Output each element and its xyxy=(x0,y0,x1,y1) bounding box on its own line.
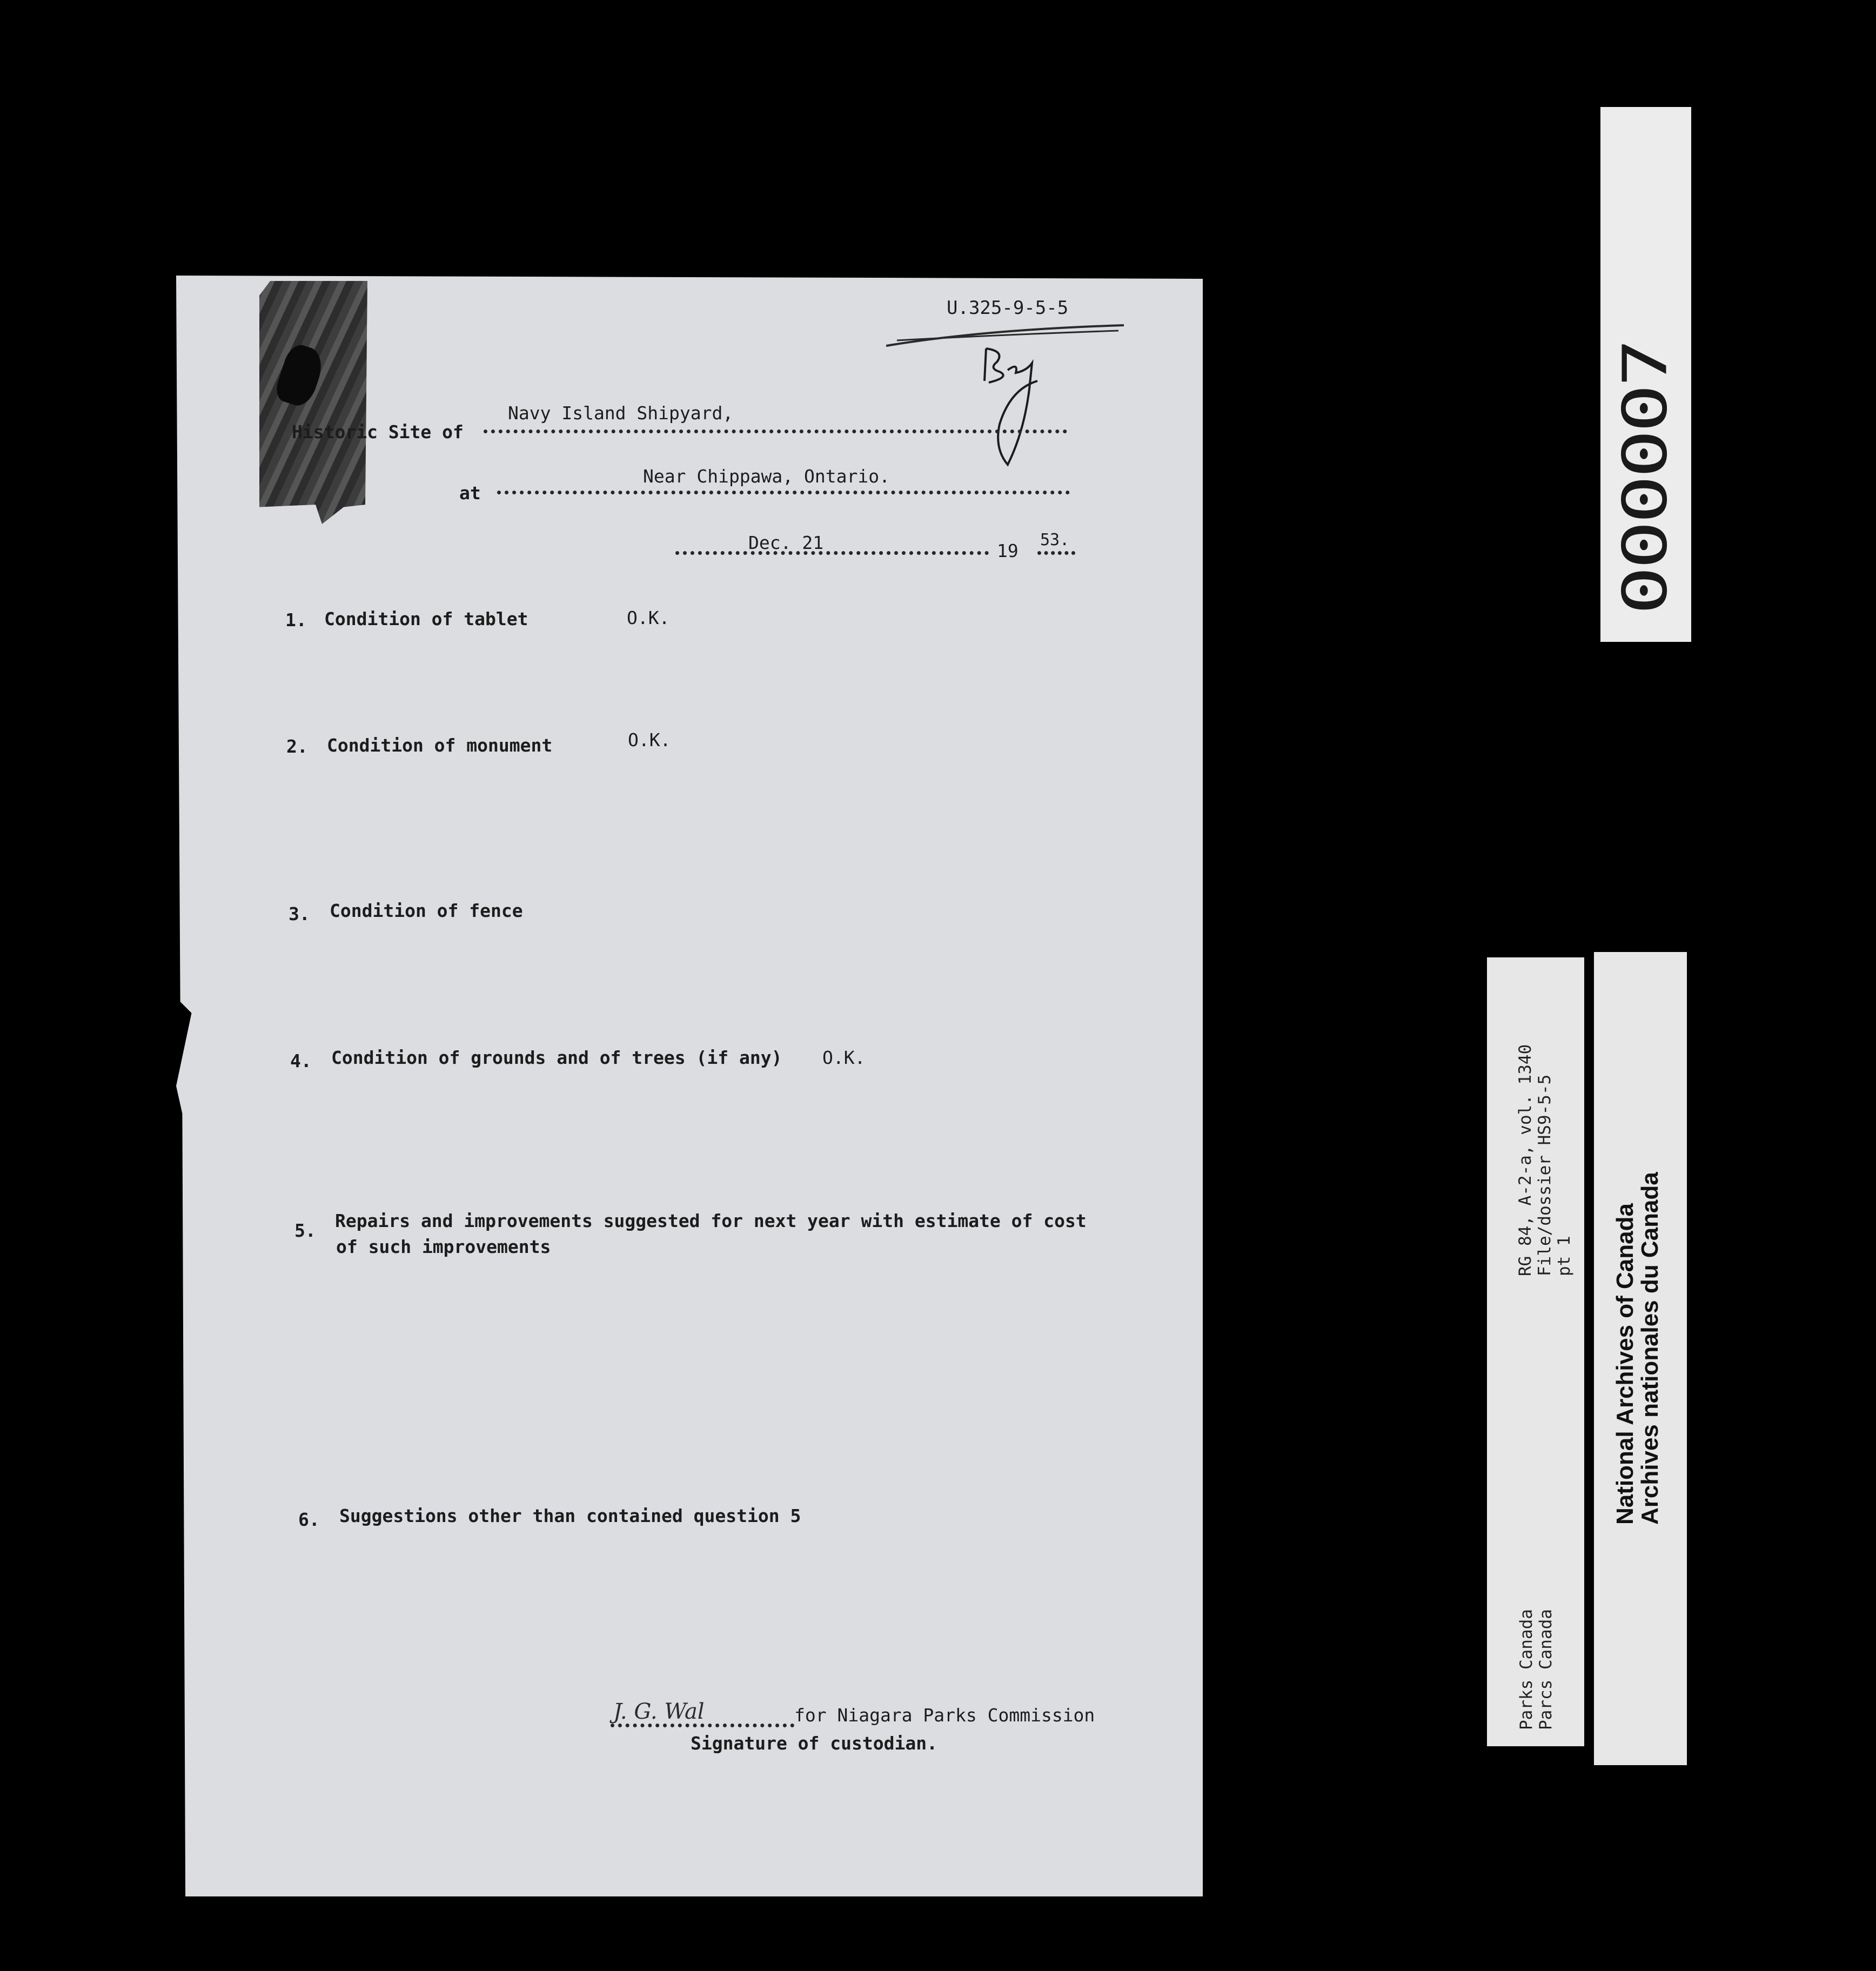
item-label: Condition of monument xyxy=(327,735,553,756)
agency-french: Parcs Canada xyxy=(1536,1609,1556,1730)
item-value: O.K. xyxy=(822,1047,866,1068)
tape-strip xyxy=(259,281,367,524)
reference-line-2: File/dossier HS9-5-5 xyxy=(1535,1074,1555,1276)
archives-english: National Archives of Canada xyxy=(1612,1203,1638,1525)
item-label: Repairs and improvements suggested for next year with estimate of cost xyxy=(335,1210,1087,1231)
date-value: Dec. 21 xyxy=(748,532,824,553)
national-archives-label xyxy=(1594,952,1687,1765)
item-number: 2. xyxy=(286,736,308,757)
frame-number: 000007 xyxy=(1610,341,1681,615)
reference-line-1: RG 84, A-2-a, vol. 1340 xyxy=(1516,1044,1535,1276)
archive-reference-label xyxy=(1487,957,1584,1746)
year-suffix: 53. xyxy=(1040,531,1070,549)
year-dotted-line xyxy=(1037,551,1075,555)
item-number: 6. xyxy=(298,1509,320,1530)
site-label: Historic Site of xyxy=(292,421,464,443)
item-number: 1. xyxy=(285,609,307,631)
frame-number-strip xyxy=(1600,107,1691,642)
site-value: Navy Island Shipyard, xyxy=(508,403,734,424)
item-label-continued: of such improvements xyxy=(336,1236,551,1257)
agency-english: Parks Canada xyxy=(1517,1609,1536,1730)
signature-handwritten: J. G. Wal xyxy=(613,1699,705,1724)
item-label: Condition of tablet xyxy=(324,608,528,629)
year-prefix: 19 xyxy=(997,540,1019,561)
item-number: 5. xyxy=(294,1220,316,1241)
reference-line-3: pt 1 xyxy=(1555,1236,1574,1276)
handwritten-initials xyxy=(886,319,1129,470)
at-dotted-line xyxy=(497,491,1070,494)
at-label: at xyxy=(459,482,481,504)
date-dotted-line xyxy=(675,551,989,555)
file-reference: U.325-9-5-5 xyxy=(947,297,1069,319)
item-value: O.K. xyxy=(627,607,670,628)
item-number: 4. xyxy=(290,1050,312,1071)
signature-caption: Signature of custodian. xyxy=(691,1733,937,1754)
item-label: Condition of grounds and of trees (if any) xyxy=(331,1047,782,1068)
site-dotted-line xyxy=(484,430,1067,433)
document-page xyxy=(176,276,1203,1896)
item-number: 3. xyxy=(289,903,310,924)
signature-organization: for Niagara Parks Commission xyxy=(794,1705,1095,1726)
item-label: Suggestions other than contained question 5 xyxy=(339,1505,801,1526)
item-label: Condition of fence xyxy=(330,900,523,921)
archives-french: Archives nationales du Canada xyxy=(1637,1172,1663,1525)
item-value: O.K. xyxy=(628,729,671,750)
signature-dotted-line xyxy=(611,1724,794,1727)
at-value: Near Chippawa, Ontario. xyxy=(643,466,890,487)
